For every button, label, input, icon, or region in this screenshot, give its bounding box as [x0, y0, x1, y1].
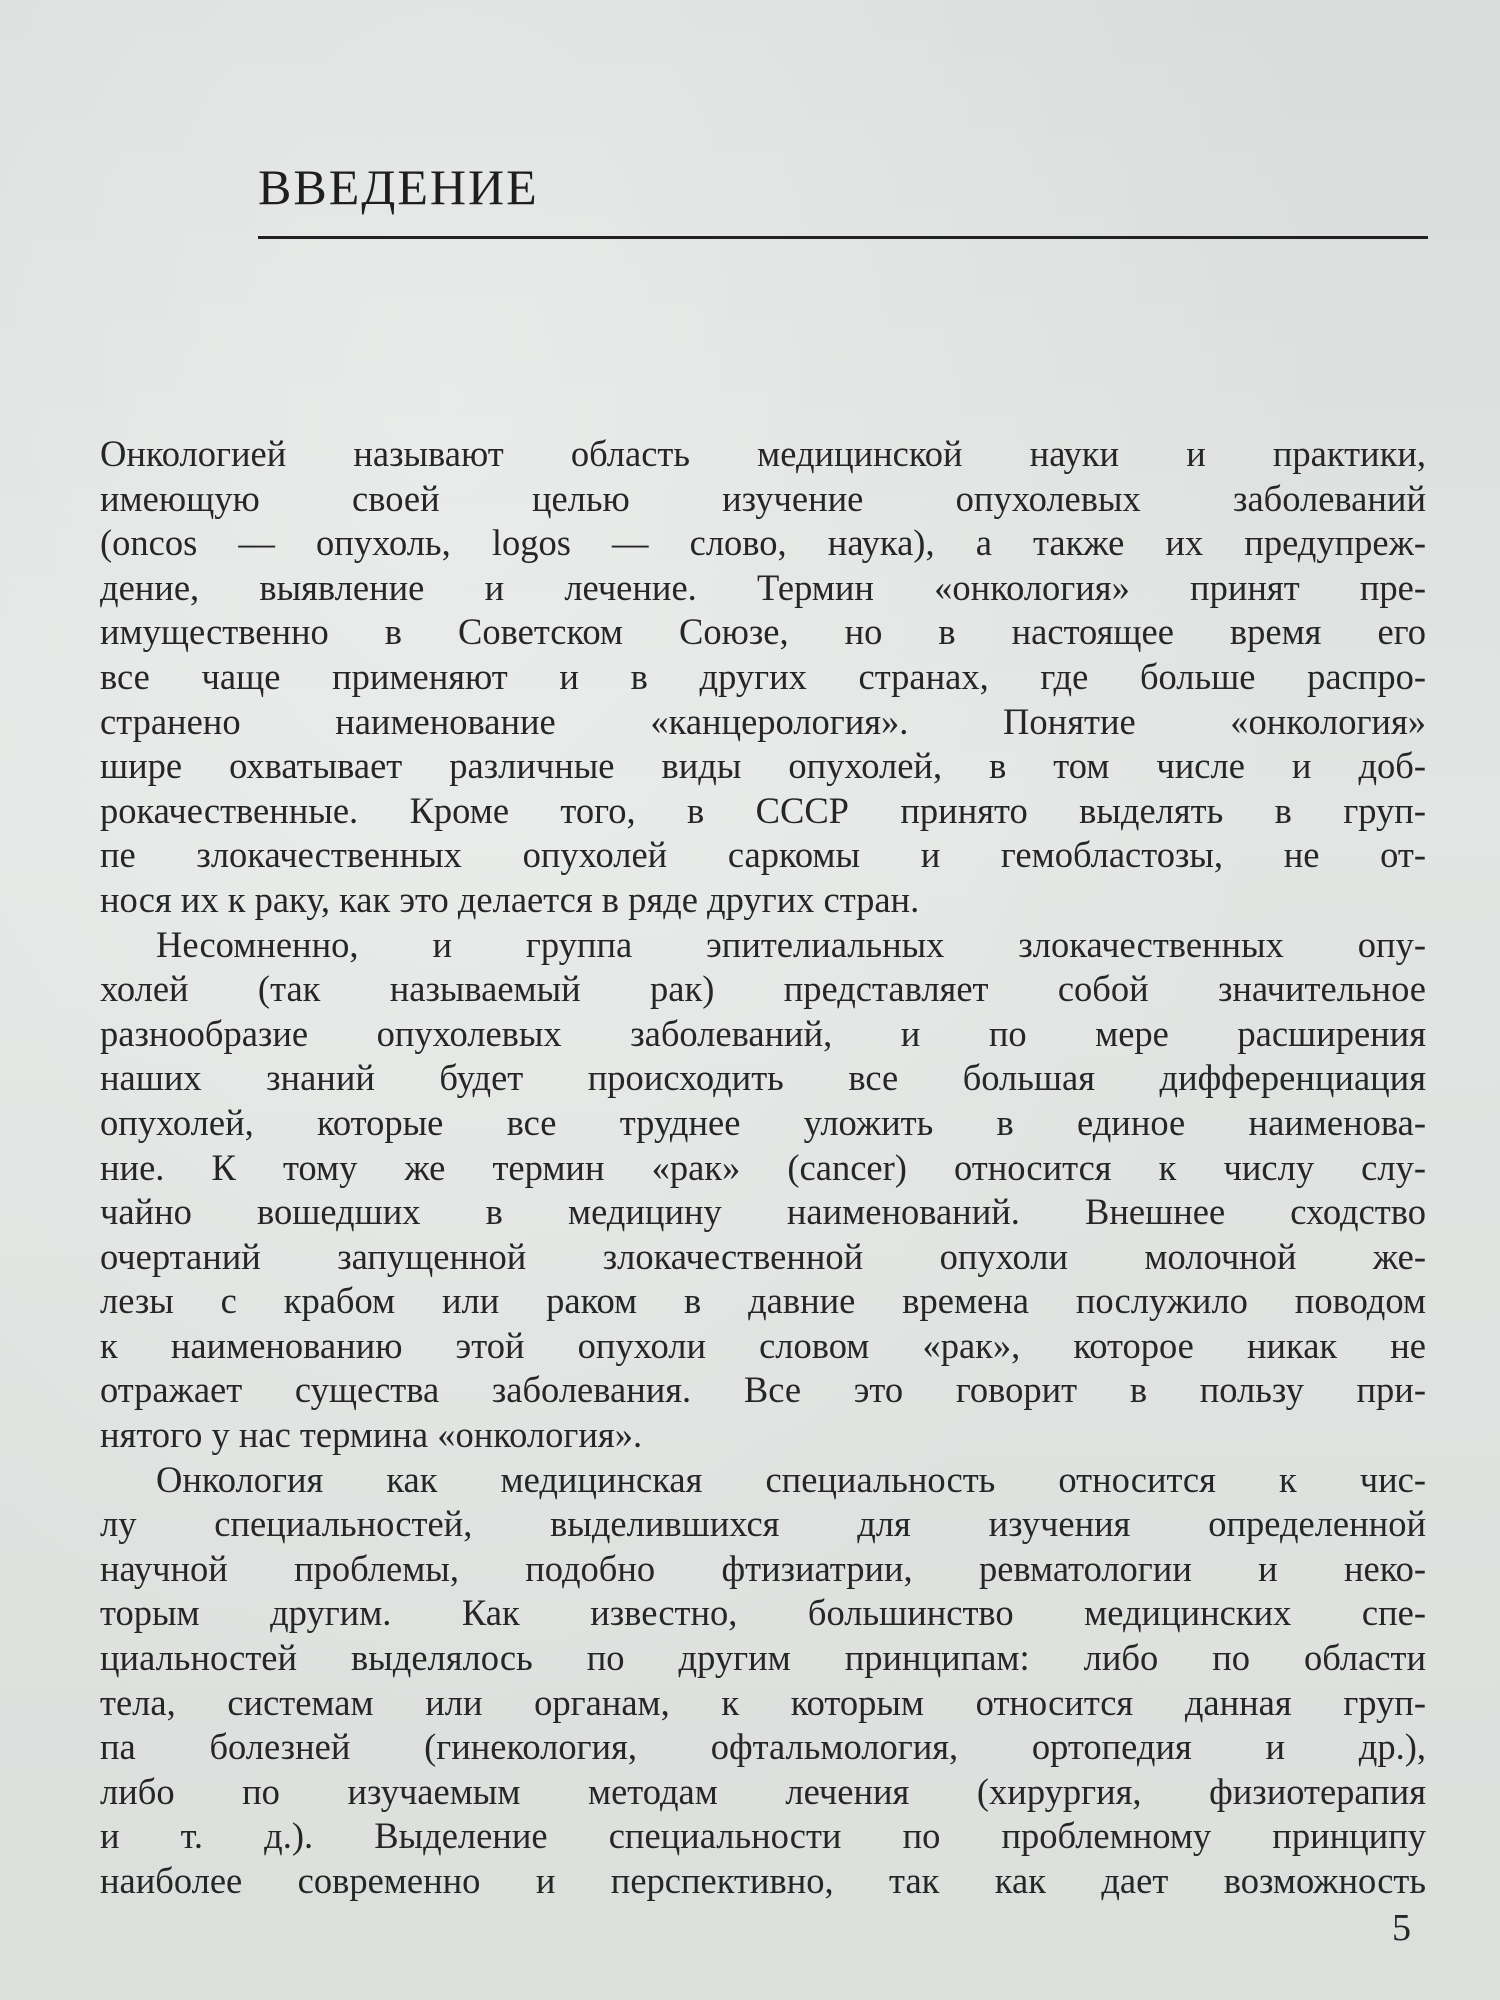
text-line: Онкологией называют область медицинской науки и практики, — [100, 433, 1426, 474]
text-line: наших знаний будет происходить все большая дифференциация — [100, 1057, 1426, 1099]
text-line: па болезней (гинекология, офтальмология, ортопедия и др.), — [100, 1726, 1426, 1768]
text-line: нятого у нас термина «онкология». — [100, 1414, 643, 1456]
paragraph-2 — [100, 923, 1426, 1458]
text-line: имущественно в Советском Союзе, но в настоящее время его — [100, 611, 1426, 653]
text-line: Несомненно, и группа эпителиальных злокачественных опу- — [156, 923, 1426, 965]
paragraph-1 — [100, 432, 1426, 923]
text-line: Онкология как медицинская специальность относится к чис- — [156, 1458, 1426, 1500]
text-line: чайно вошедших в медицину наименований. Внешнее сходство — [100, 1191, 1426, 1233]
text-line: лезы с крабом или раком в давние времена послужило поводом — [100, 1280, 1426, 1322]
text-line: наиболее современно и перспективно, так как дает возможность — [100, 1860, 1426, 1901]
text-line: отражает существа заболевания. Все это говорит в пользу при- — [100, 1369, 1426, 1411]
text-line: ние. К тому же термин «рак» (cancer) относится к числу слу- — [100, 1146, 1426, 1188]
text-line: очертаний запущенной злокачественной опухоли молочной же- — [100, 1235, 1426, 1277]
text-line: и т. д.). Выделение специальности по проблемному принципу — [100, 1815, 1426, 1857]
text-line: к наименованию этой опухоли словом «рак», которое никак не — [100, 1324, 1426, 1366]
text-line: разнообразие опухолевых заболеваний, и по мере расширения — [100, 1012, 1426, 1054]
text-line: тела, системам или органам, к которым относится данная груп- — [100, 1681, 1426, 1723]
text-line: странено наименование «канцерология». Понятие «онкология» — [100, 700, 1426, 742]
text-line: лу специальностей, выделившихся для изучения определенной — [100, 1503, 1426, 1545]
text-line: холей (так называемый рак) представляет собой значительное — [100, 968, 1426, 1010]
text-line: шире охватывает различные виды опухолей, в том числе и доб- — [100, 745, 1426, 787]
text-line: рокачественные. Кроме того, в СССР принято выделять в груп- — [100, 789, 1426, 831]
body-text — [100, 432, 1426, 1904]
text-line: дение, выявление и лечение. Термин «онкология» принят пре- — [100, 566, 1426, 608]
text-line: циальностей выделялось по другим принципам: либо по области — [100, 1637, 1426, 1679]
page-number: 5 — [1392, 1907, 1411, 1949]
heading-underline — [258, 236, 1428, 239]
chapter-heading: ВВЕДЕНИЕ — [258, 159, 539, 215]
text-line: пе злокачественных опухолей саркомы и гемобластозы, не от- — [100, 834, 1426, 876]
text-line: имеющую своей целью изучение опухолевых заболеваний — [100, 477, 1426, 519]
text-line: нося их к раку, как это делается в ряде других стран. — [100, 878, 920, 920]
paragraph-3 — [100, 1458, 1426, 1904]
text-line: опухолей, которые все труднее уложить в единое наименова- — [100, 1101, 1426, 1143]
text-line: все чаще применяют и в других странах, где больше распро- — [100, 655, 1426, 697]
text-line: торым другим. Как известно, большинство медицинских спе- — [100, 1592, 1426, 1634]
text-line: либо по изучаемым методам лечения (хирургия, физиотерапия — [100, 1770, 1426, 1812]
text-line: научной проблемы, подобно фтизиатрии, ревматологии и неко- — [100, 1547, 1426, 1589]
text-line: (oncos — опухоль, logos — слово, наука), а также их предупреж- — [100, 522, 1426, 564]
